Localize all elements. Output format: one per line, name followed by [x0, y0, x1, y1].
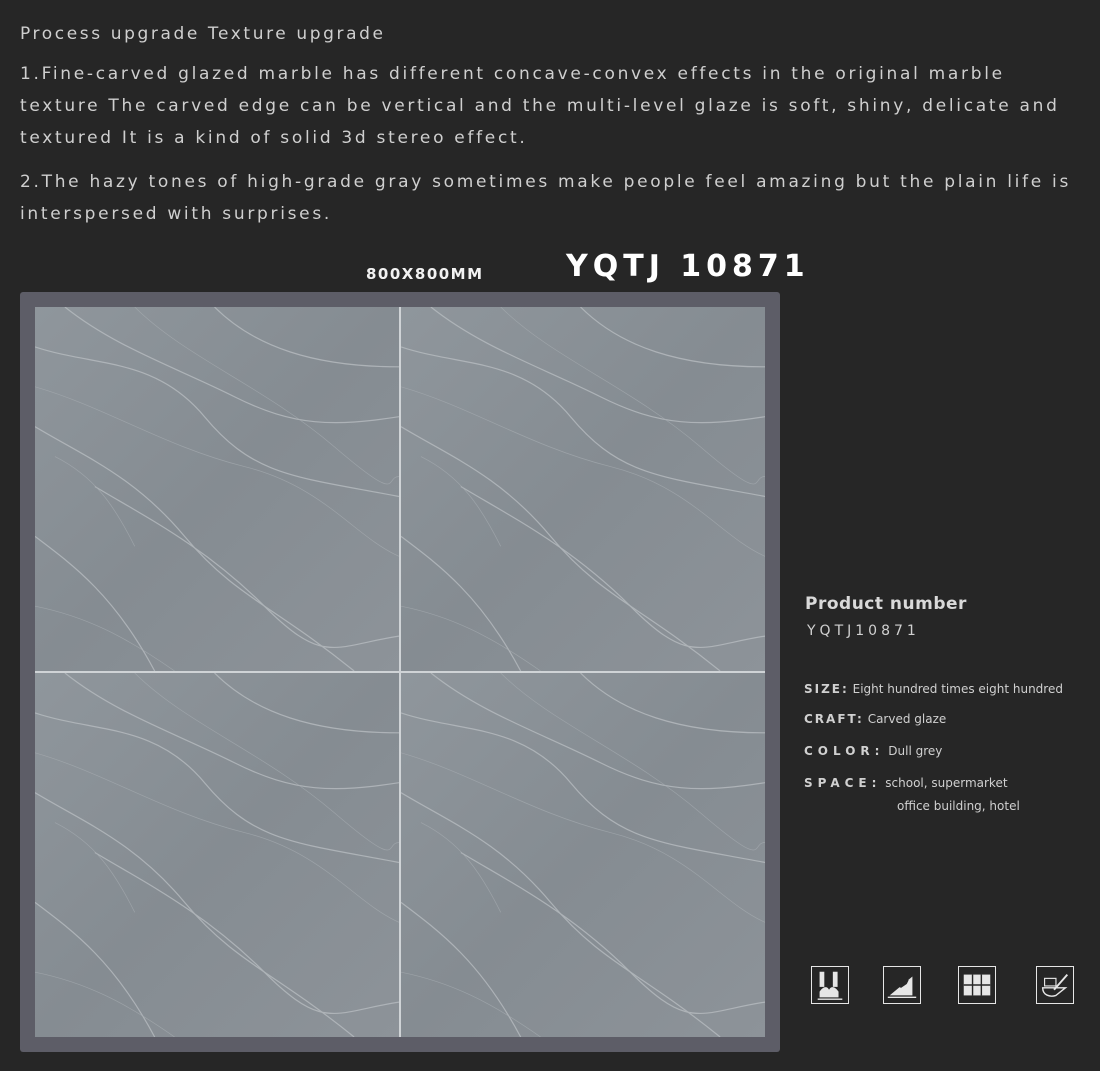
anti-slip-icon	[883, 966, 921, 1004]
spec-color	[804, 744, 942, 758]
spec-size-key: SIZE:	[804, 682, 849, 696]
marble-texture	[35, 673, 399, 1037]
description-paragraph-1: 1.Fine-carved glazed marble has different concave-convex effects in the original marble texture The carved edge can be vertical and the multi-level glaze is soft, shiny, delicate and textured It is a kind of solid 3d stereo effect.	[20, 64, 1060, 148]
spec-craft-key: CRAFT:	[804, 712, 864, 726]
tile-grid	[35, 307, 765, 1037]
marble-tile	[401, 673, 765, 1037]
easy-clean-icon	[1036, 966, 1074, 1004]
spec-space-key: SPACE:	[804, 776, 882, 790]
marble-tile	[401, 307, 765, 671]
marble-texture	[401, 307, 765, 671]
spec-size-value: Eight hundred times eight hundred	[852, 682, 1063, 696]
spec-color-key: COLOR:	[804, 744, 885, 758]
description-paragraph-2: 2.The hazy tones of high-grade gray sometimes make people feel amazing but the plain life is interspersed with surprises.	[20, 172, 1072, 224]
spec-craft	[804, 712, 946, 726]
spec-color-value: Dull grey	[888, 744, 943, 758]
product-number-code: YQTJ10871	[807, 623, 920, 639]
product-number-title: Product number	[805, 594, 967, 614]
tile-grid-icon	[958, 966, 996, 1004]
wear-resistant-icon	[811, 966, 849, 1004]
marble-tile	[35, 673, 399, 1037]
marble-texture	[401, 673, 765, 1037]
tile-preview-frame	[20, 292, 780, 1052]
marble-texture	[35, 307, 399, 671]
model-code: YQTJ 10871	[566, 249, 810, 284]
spec-size	[804, 682, 1063, 696]
tile-size-label: 800X800MM	[366, 265, 484, 283]
spec-space	[804, 776, 1008, 790]
page-heading: Process upgrade Texture upgrade	[20, 24, 386, 44]
spec-craft-value: Carved glaze	[867, 712, 947, 726]
spec-space-value-1: school, supermarket	[885, 776, 1008, 790]
marble-tile	[35, 307, 399, 671]
spec-space-value-2: office building, hotel	[897, 799, 1020, 813]
